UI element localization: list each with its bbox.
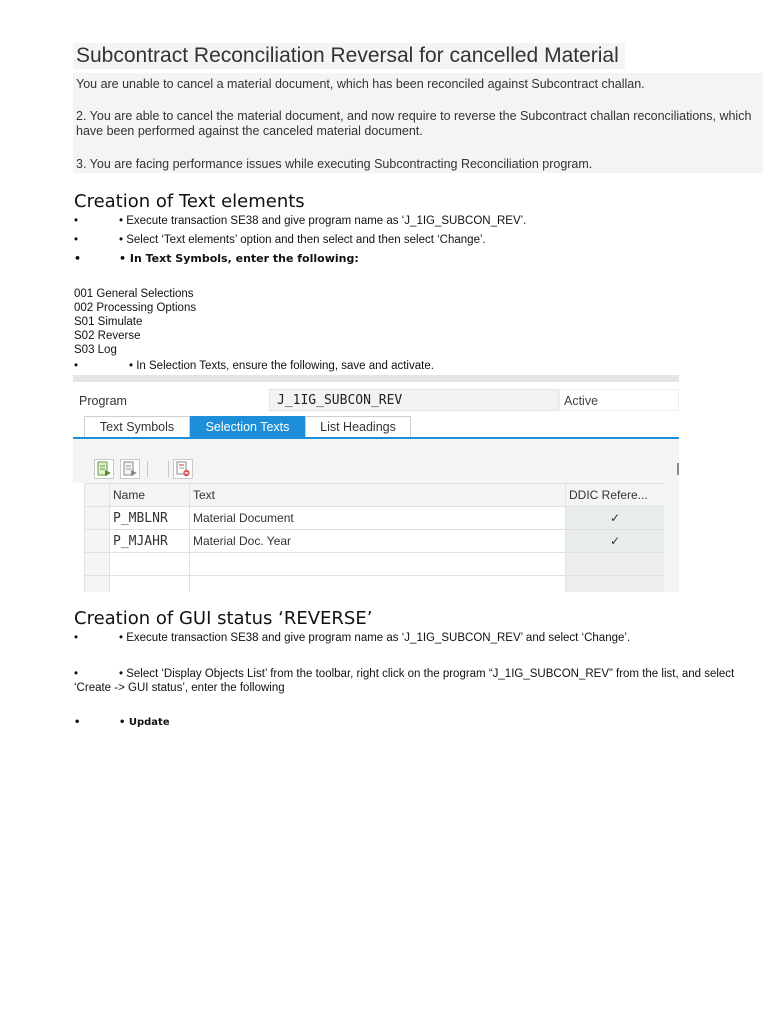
bullet-marker: • (74, 234, 79, 246)
ddic-cell (566, 576, 665, 593)
name-cell[interactable] (110, 553, 190, 576)
name-cell: P_MBLNR (110, 507, 190, 530)
row-selector-header[interactable] (85, 484, 110, 507)
intro-paragraph-3: 3. You are facing performance issues while executing Subcontracting Reconciliation program. (76, 157, 593, 171)
page-title: Subcontract Reconciliation Reversal for cancelled Material (73, 43, 625, 69)
column-header-text[interactable]: Text (190, 484, 566, 507)
list-item-text: • Select ‘Display Objects List’ from the toolbar, right click on the program “J_1IG_SUBCON_REV” from the list, and select ‘Create -> GUI status’, enter the following (74, 668, 735, 694)
toolbar-overflow-marker (677, 463, 679, 475)
list-item (74, 716, 756, 730)
section-heading-gui-status: Creation of GUI status ‘REVERSE’ (74, 608, 373, 629)
column-header-ddic[interactable]: DDIC Refere... (566, 484, 665, 507)
table-row (85, 507, 665, 530)
list-item-text: • Execute transaction SE38 and give program name as ‘J_1IG_SUBCON_REV’. (119, 215, 527, 227)
text-cell[interactable] (190, 553, 566, 576)
table-row (85, 576, 665, 593)
tab-selection-texts[interactable]: Selection Texts (190, 416, 305, 437)
tab-list-headings[interactable]: List Headings (305, 416, 411, 437)
intro-paragraph-2: 2. You are able to cancel the material document, and now require to reverse the Subcontract challan reconciliations, which have been performed against the canceled material document. (76, 109, 752, 138)
table-row (85, 553, 665, 576)
list-item-text: • Update (119, 717, 170, 728)
name-cell[interactable] (110, 576, 190, 593)
list-item (74, 233, 756, 247)
list-item (74, 359, 756, 373)
row-selector[interactable] (85, 507, 110, 530)
delete-row-icon[interactable] (173, 459, 193, 479)
list-item (74, 252, 756, 266)
ddic-cell (566, 553, 665, 576)
text-cell[interactable] (190, 576, 566, 593)
select-all-icon[interactable] (94, 459, 114, 479)
list-item-text: • Execute transaction SE38 and give program name as ‘J_1IG_SUBCON_REV’ and select ‘Change’. (119, 632, 631, 644)
bullet-marker: • (74, 252, 82, 265)
column-header-name[interactable]: Name (110, 484, 190, 507)
program-label: Program (79, 394, 127, 408)
table-row (85, 530, 665, 553)
list-item-text: • In Text Symbols, enter the following: (119, 252, 359, 265)
section-heading-text-elements: Creation of Text elements (74, 191, 305, 212)
vertical-scrollbar[interactable] (664, 483, 679, 592)
toolbar-separator (168, 461, 169, 477)
list-item (74, 631, 756, 645)
table-header-row (85, 484, 665, 507)
list-item-text: • Select ‘Text elements’ option and then select and then select ‘Change’. (119, 234, 486, 246)
text-cell[interactable]: Material Document (190, 507, 566, 530)
bullet-marker: • (74, 668, 79, 680)
name-cell: P_MJAHR (110, 530, 190, 553)
text-symbol-line: S03 Log (74, 344, 117, 356)
sap-selection-texts-screenshot (73, 375, 679, 592)
text-symbol-line: S02 Reverse (74, 330, 141, 342)
text-cell[interactable]: Material Doc. Year (190, 530, 566, 553)
text-symbols-list (74, 287, 196, 357)
list-item (74, 214, 756, 228)
bullet-marker: • (74, 360, 79, 372)
ddic-checkbox[interactable]: ✓ (566, 530, 665, 553)
table-toolbar (73, 439, 679, 483)
row-selector[interactable] (85, 576, 110, 593)
sap-title-bar (73, 375, 679, 382)
bullet-marker: • (74, 215, 79, 227)
list-item-text: • In Selection Texts, ensure the following, save and activate. (129, 360, 434, 372)
list-item (74, 667, 756, 695)
ddic-checkbox[interactable]: ✓ (566, 507, 665, 530)
text-symbol-line: 002 Processing Options (74, 302, 197, 314)
row-selector[interactable] (85, 530, 110, 553)
selection-texts-table (84, 483, 665, 592)
intro-box (73, 73, 763, 173)
text-symbol-line: S01 Simulate (74, 316, 143, 328)
text-symbol-line: 001 General Selections (74, 288, 194, 300)
row-selector[interactable] (85, 553, 110, 576)
status-text: Active (564, 394, 599, 408)
intro-paragraph-1: You are unable to cancel a material document, which has been reconciled against Subcontract challan. (76, 77, 645, 91)
toolbar-separator (147, 461, 148, 477)
deselect-all-icon[interactable] (120, 459, 140, 479)
tab-text-symbols[interactable]: Text Symbols (84, 416, 190, 437)
program-field[interactable]: J_1IG_SUBCON_REV (269, 389, 559, 411)
bullet-marker: • (74, 717, 81, 728)
bullet-marker: • (74, 632, 79, 644)
